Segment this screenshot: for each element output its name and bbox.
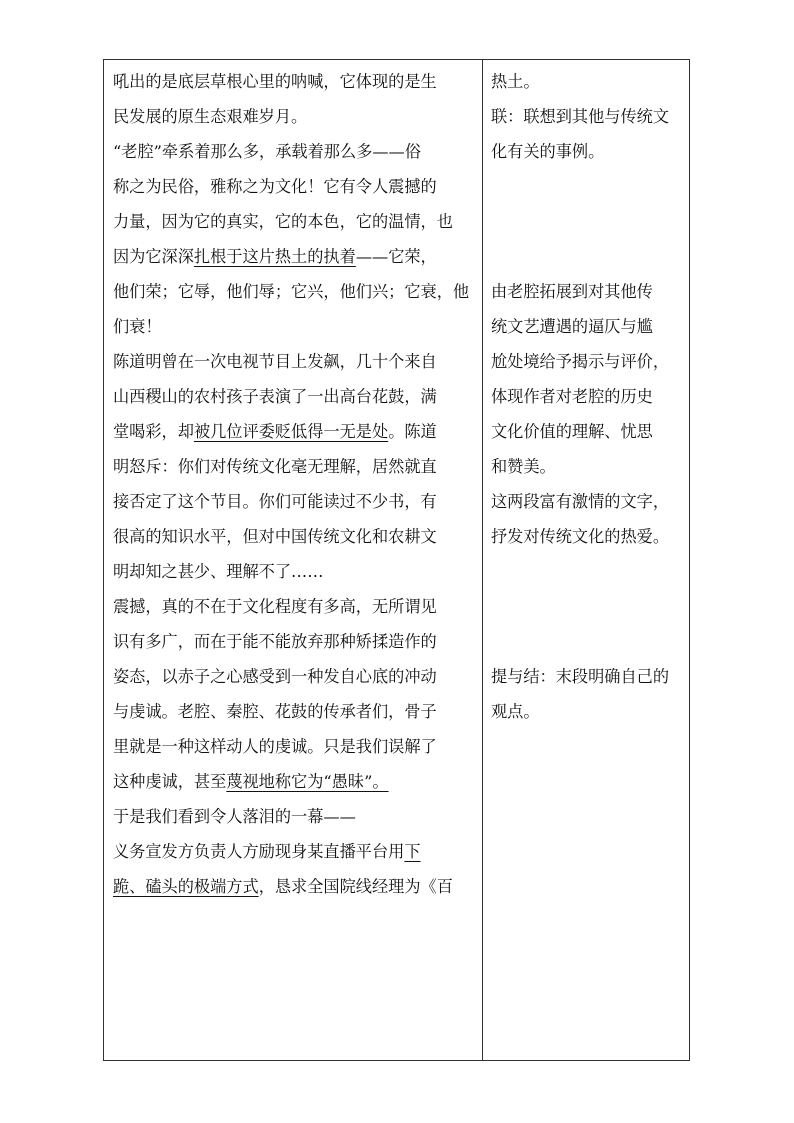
main-text-line	[113, 834, 476, 869]
underlined-phrase: 扎根于这片热土的执着	[193, 247, 356, 266]
main-text-line: 吼出的是底层草根心里的呐喊，它体现的是生	[113, 72, 437, 91]
text-segment: 。陈道	[388, 422, 437, 441]
main-text-column	[104, 60, 483, 1060]
blank-line	[491, 589, 685, 624]
underlined-phrase: 下	[404, 842, 421, 861]
annotation-line: 体现作者对老腔的历史	[491, 387, 653, 406]
text-segment: 这种虔诚，甚至	[113, 772, 227, 791]
text-segment: 因为它深深	[113, 247, 194, 266]
blank-line	[491, 554, 685, 589]
main-text-line	[113, 239, 476, 274]
underlined-phrase: 蔑视地称它为“愚昧”。	[226, 772, 389, 791]
text-segment: 义务宣发方负责人方励现身某直播平台用	[113, 842, 405, 861]
main-text-line: 明怒斥：你们对传统文化毫无理解，居然就直	[113, 457, 437, 476]
main-text-line: 力量，因为它的真实，它的本色，它的温情，也	[113, 212, 453, 231]
blank-line	[491, 624, 685, 659]
annotation-line: 热土。	[491, 72, 540, 91]
main-text-line: 他们荣；它辱，他们辱；它兴，他们兴；它衰，他	[113, 282, 470, 301]
main-text-line: 震撼，真的不在于文化程度有多高，无所谓见	[113, 597, 437, 616]
annotation-column	[483, 60, 689, 1060]
annotation-line: 提与结：末段明确自己的	[491, 667, 670, 686]
annotation-line: 联：联想到其他与传统文	[491, 107, 670, 126]
annotation-line: 这两段富有激情的文字，	[491, 492, 670, 511]
main-text-line	[113, 764, 476, 799]
main-text-line: 里就是一种这样动人的虔诚。只是我们误解了	[113, 737, 437, 756]
underlined-phrase: 被几位评委贬低得一无是处	[193, 422, 389, 441]
underlined-phrase: 跪、磕头的极端方式	[113, 877, 259, 896]
main-text-line: 姿态，以赤子之心感受到一种发自心底的冲动	[113, 667, 437, 686]
main-text-line: 于是我们看到令人落泪的一幕——	[113, 807, 356, 826]
annotation-line: 尬处境给予揭示与评价，	[491, 352, 670, 371]
annotation-line: 和赞美。	[491, 457, 556, 476]
main-text-line	[113, 869, 476, 904]
document-table	[103, 59, 690, 1061]
annotation-line: 观点。	[491, 702, 540, 721]
annotation-line: 化有关的事例。	[491, 142, 605, 161]
main-text-line: 们衰！	[113, 317, 162, 336]
annotation-line: 统文艺遭遇的逼仄与尴	[491, 317, 653, 336]
main-text-line: 山西稷山的农村孩子表演了一出高台花鼓，满	[113, 387, 437, 406]
main-text-line: “老腔”牵系着那么多，承载着那么多——俗	[113, 142, 421, 161]
main-text-line: 称之为民俗，雅称之为文化！它有令人震撼的	[113, 177, 437, 196]
main-text-line: 接否定了这个节目。你们可能读过不少书，有	[113, 492, 437, 511]
main-text-line: 明却知之甚少、理解不了……	[113, 562, 324, 581]
blank-line	[491, 169, 685, 204]
text-segment: ，恳求全国院线经理为《百	[258, 877, 453, 896]
main-text-line: 识有多广，而在于能不能放弃那种矫揉造作的	[113, 632, 437, 651]
main-text-line: 与虔诚。老腔、秦腔、花鼓的传承者们，骨子	[113, 702, 437, 721]
main-text-line: 陈道明曾在一次电视节目上发飙，几十个来自	[113, 352, 437, 371]
blank-line	[491, 239, 685, 274]
text-segment: ——它荣，	[355, 247, 437, 266]
annotation-line: 文化价值的理解、忧思	[491, 422, 653, 441]
main-text-line: 很高的知识水平，但对中国传统文化和农耕文	[113, 527, 437, 546]
main-text-line: 民发展的原生态艰难岁月。	[113, 107, 308, 126]
main-text-line	[113, 414, 476, 449]
annotation-line: 抒发对传统文化的热爱。	[491, 527, 670, 546]
blank-line	[491, 204, 685, 239]
annotation-line: 由老腔拓展到对其他传	[491, 282, 653, 301]
text-segment: 堂喝彩，却	[113, 422, 194, 441]
